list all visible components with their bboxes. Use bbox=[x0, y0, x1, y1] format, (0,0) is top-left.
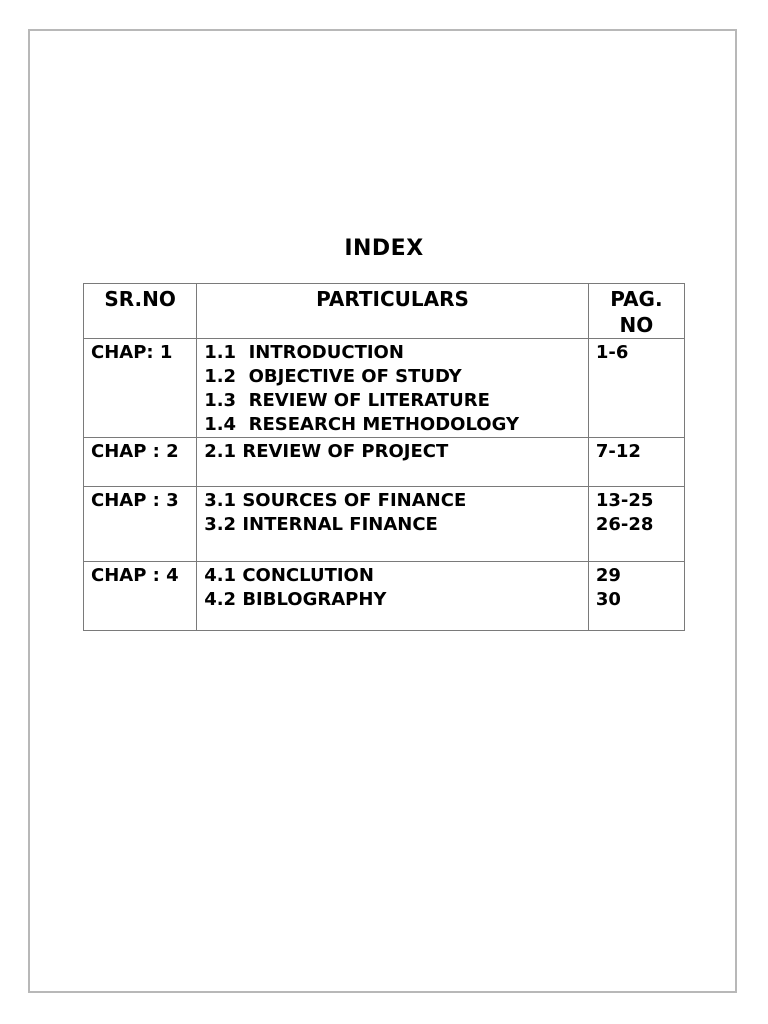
page-number-cell bbox=[588, 487, 684, 562]
particulars-cell bbox=[197, 339, 589, 438]
page-number-cell bbox=[588, 339, 684, 438]
particulars-cell bbox=[197, 438, 589, 487]
topic-item: 3.2 INTERNAL FINANCE bbox=[204, 514, 438, 535]
header-page-no-line2: NO bbox=[619, 313, 654, 337]
chapter-label: CHAP: 1 bbox=[84, 339, 197, 438]
page-range: 1-6 bbox=[595, 342, 629, 363]
page-range: 13-25 bbox=[595, 490, 654, 511]
page-title: INDEX bbox=[344, 236, 424, 261]
topic-item: 3.1 SOURCES OF FINANCE bbox=[204, 490, 467, 511]
topic-item: 1.4 RESEARCH METHODOLOGY bbox=[204, 414, 519, 435]
topic-item: 4.1 CONCLUTION bbox=[204, 565, 374, 586]
chapter-label: CHAP : 4 bbox=[84, 562, 197, 631]
page-number-cell bbox=[588, 562, 684, 631]
page-range: 7-12 bbox=[595, 441, 641, 462]
table-row bbox=[84, 487, 685, 562]
header-particulars: PARTICULARS bbox=[197, 284, 589, 339]
particulars-cell bbox=[197, 562, 589, 631]
topic-item: 1.3 REVIEW OF LITERATURE bbox=[204, 390, 490, 411]
header-page-no bbox=[588, 284, 684, 339]
page-range: 26-28 bbox=[595, 514, 654, 535]
header-page-no-line1: PAG. bbox=[610, 287, 663, 311]
topic-item: 1.2 OBJECTIVE OF STUDY bbox=[204, 366, 462, 387]
topic-item: 1.1 INTRODUCTION bbox=[204, 342, 404, 363]
page-range: 30 bbox=[595, 589, 621, 610]
table-row bbox=[84, 339, 685, 438]
page-range: 29 bbox=[595, 565, 621, 586]
index-table bbox=[83, 283, 685, 631]
chapter-label: CHAP : 3 bbox=[84, 487, 197, 562]
particulars-cell bbox=[197, 487, 589, 562]
table-row bbox=[84, 438, 685, 487]
page-number-cell bbox=[588, 438, 684, 487]
chapter-label: CHAP : 2 bbox=[84, 438, 197, 487]
topic-item: 2.1 REVIEW OF PROJECT bbox=[204, 441, 449, 462]
header-sr-no: SR.NO bbox=[84, 284, 197, 339]
topic-item: 4.2 BIBLOGRAPHY bbox=[204, 589, 387, 610]
table-header-row bbox=[84, 284, 685, 339]
table-row bbox=[84, 562, 685, 631]
